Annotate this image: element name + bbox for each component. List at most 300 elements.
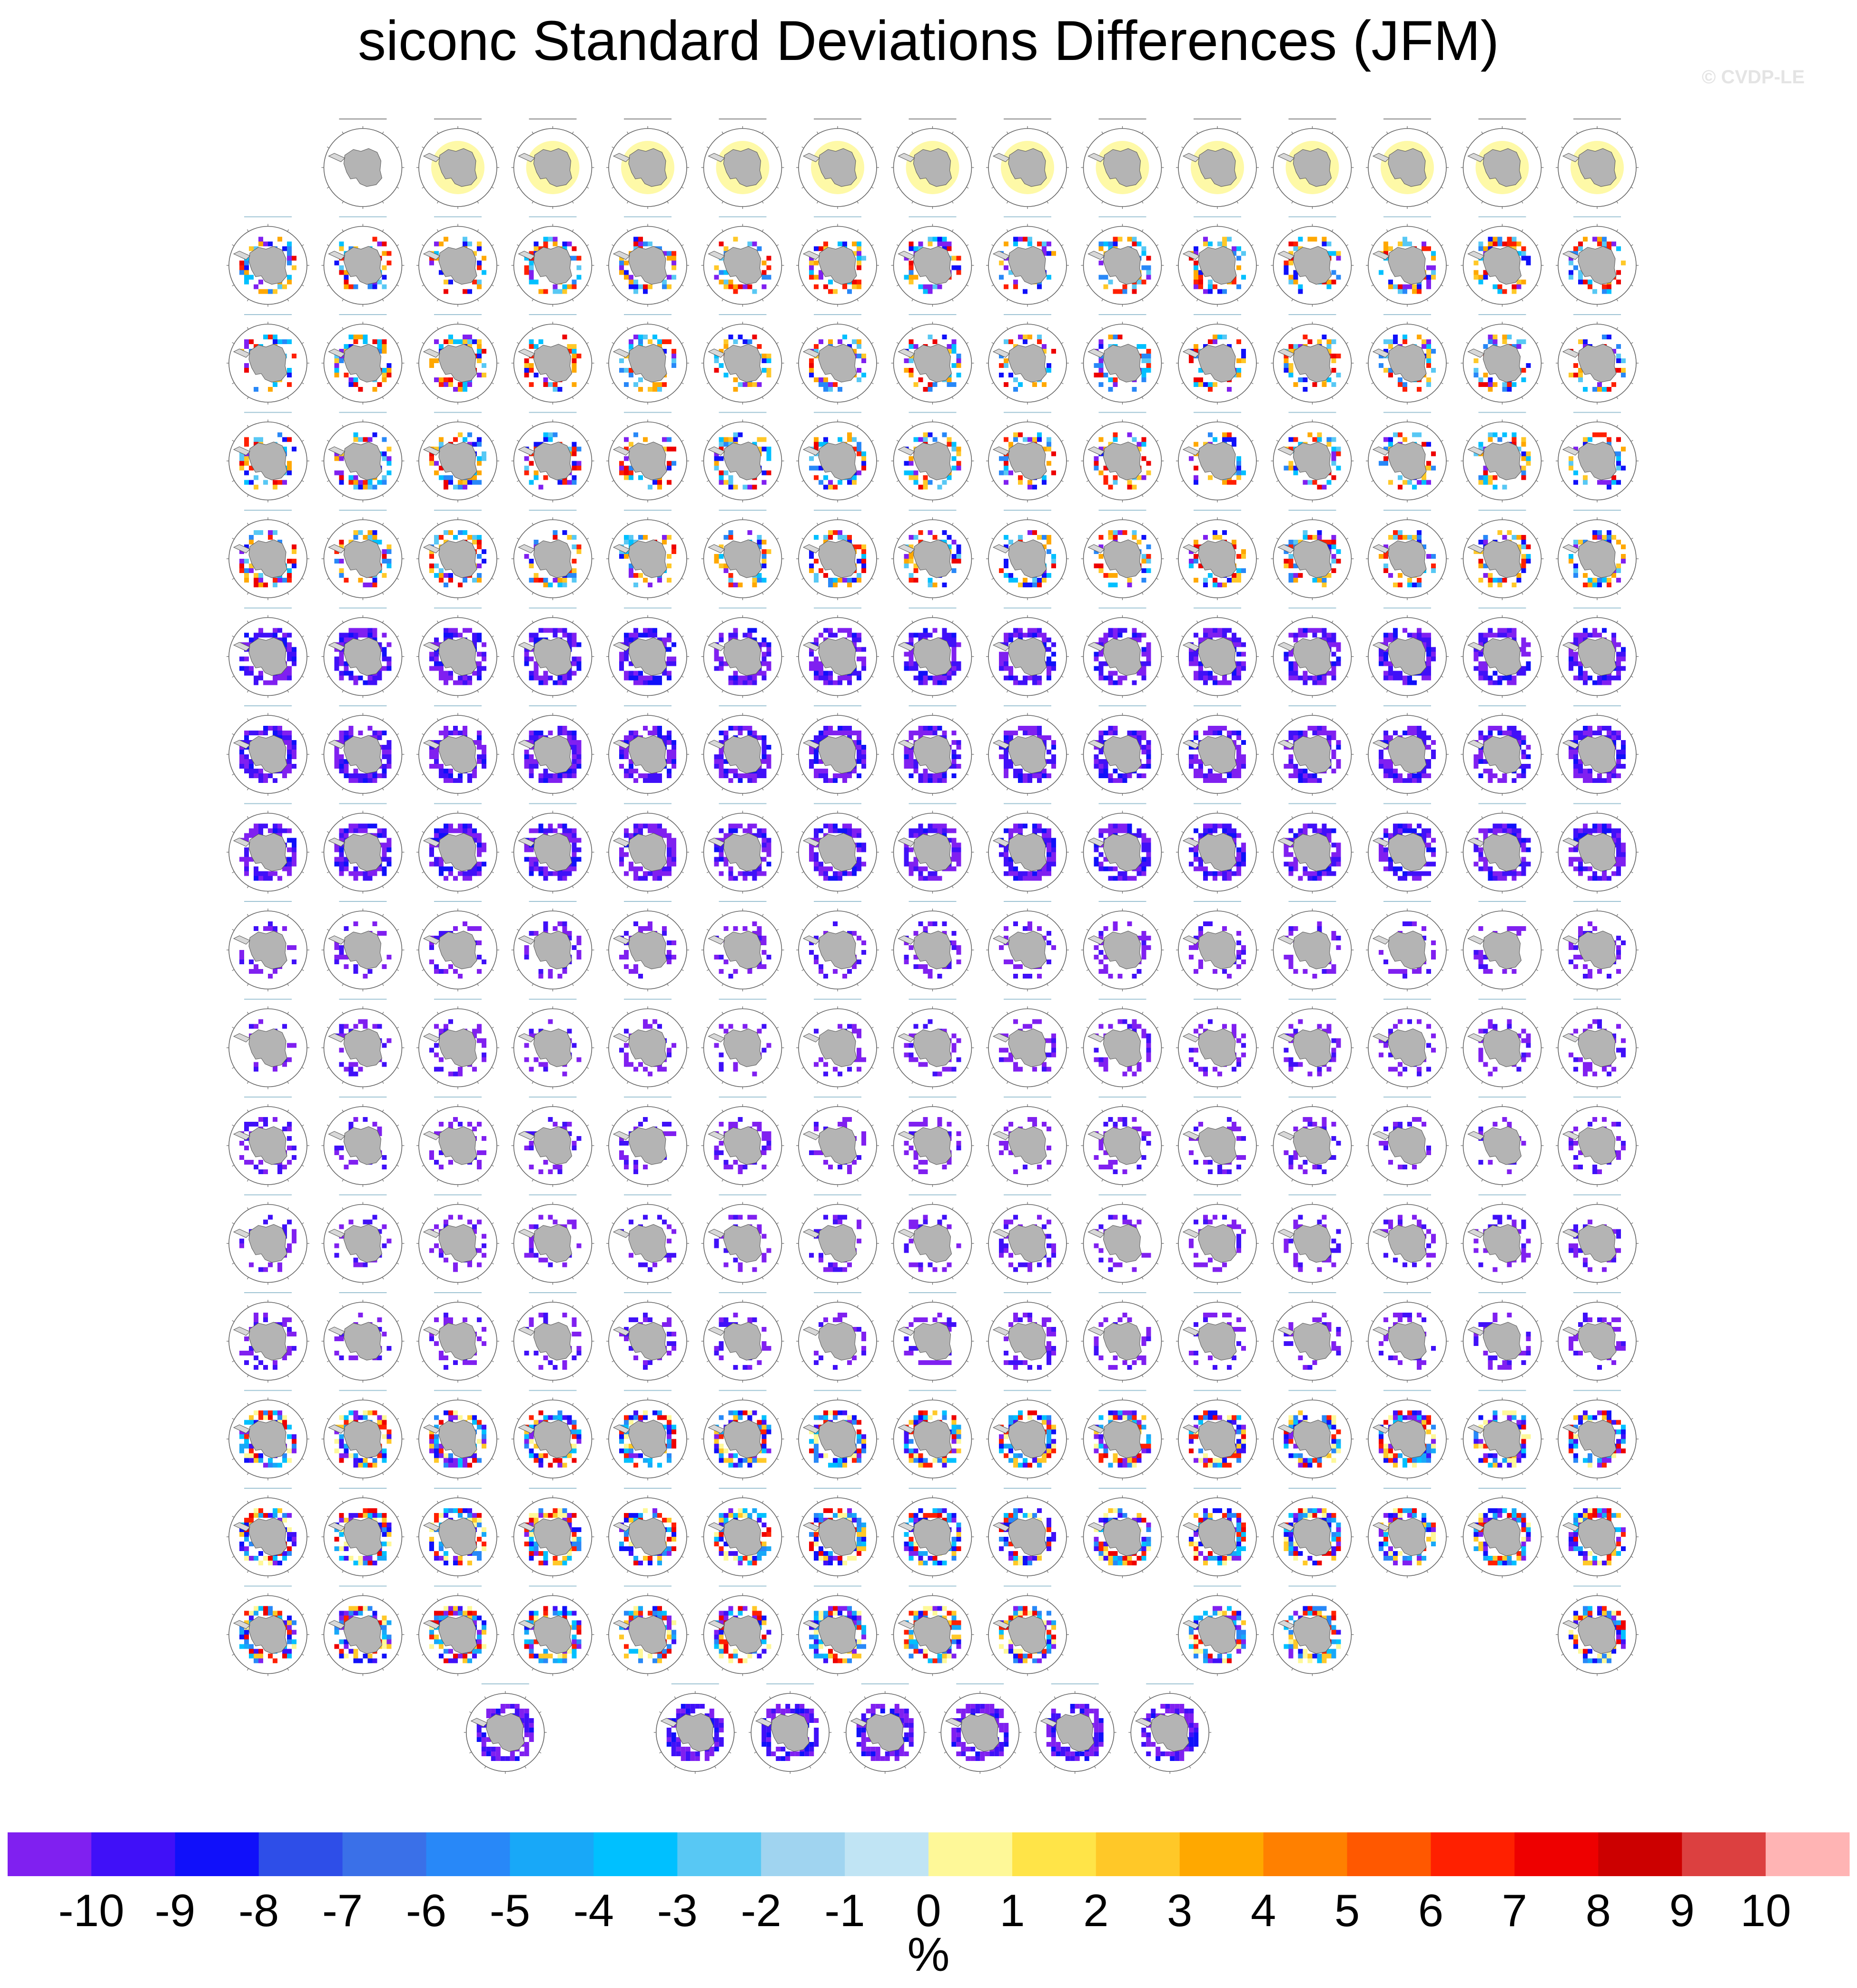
grid-cell (638, 681, 643, 685)
grid-cell (1502, 676, 1507, 681)
grid-cell (339, 657, 344, 662)
grid-cell (429, 568, 434, 573)
grid-cell (354, 475, 358, 480)
longitude-tick (777, 538, 779, 540)
grid-cell (1592, 237, 1597, 242)
grid-cell (1474, 358, 1479, 363)
grid-cell (1113, 437, 1118, 442)
grid-cell (1113, 583, 1118, 587)
longitude-tick (912, 132, 913, 134)
longitude-tick (1372, 147, 1373, 148)
longitude-tick (247, 593, 249, 594)
longitude-tick (1102, 132, 1103, 134)
longitude-tick (287, 621, 289, 623)
grid-cell (444, 773, 448, 778)
longitude-tick (722, 495, 723, 497)
longitude-tick (517, 481, 519, 482)
grid-cell (263, 242, 268, 247)
grid-cell (1227, 437, 1232, 442)
longitude-tick (1577, 425, 1578, 427)
grid-cell (387, 461, 392, 466)
grid-cell (477, 735, 482, 740)
longitude-tick (762, 201, 764, 203)
grid-cell (387, 363, 392, 368)
longitude-tick (1007, 425, 1008, 427)
grid-cell (292, 447, 296, 452)
map-panel (701, 119, 784, 209)
grid-cell (1426, 480, 1431, 485)
grid-cell (1616, 662, 1621, 666)
grid-cell (1327, 242, 1332, 247)
grid-cell (767, 647, 771, 652)
grid-cell (1217, 535, 1222, 540)
grid-cell (1479, 242, 1483, 247)
grid-cell (838, 387, 842, 392)
map-panel (1081, 315, 1164, 405)
longitude-tick (1237, 229, 1238, 231)
longitude-tick (777, 676, 779, 678)
grid-cell (1517, 344, 1521, 349)
map-panel (1271, 315, 1354, 405)
grid-cell (349, 778, 354, 783)
grid-cell (733, 339, 738, 344)
longitude-tick (1292, 201, 1293, 203)
grid-cell (1569, 275, 1573, 280)
grid-cell (1426, 377, 1431, 382)
grid-cell (1336, 662, 1341, 666)
longitude-tick (1617, 495, 1618, 497)
longitude-tick (1522, 201, 1523, 203)
grid-cell (1037, 437, 1042, 442)
grid-cell (1388, 480, 1393, 485)
grid-cell (258, 773, 263, 778)
grid-cell (957, 643, 961, 647)
longitude-tick (532, 132, 533, 134)
grid-cell (368, 676, 373, 681)
longitude-tick (492, 383, 494, 384)
longitude-tick (1482, 425, 1483, 427)
grid-cell (1616, 676, 1621, 681)
longitude-tick (1276, 636, 1278, 637)
grid-cell (1137, 633, 1142, 638)
grid-cell (923, 433, 928, 437)
longitude-tick (1197, 425, 1198, 427)
grid-cell (339, 676, 344, 681)
longitude-tick (1061, 578, 1063, 580)
grid-cell (254, 578, 258, 583)
grid-cell (482, 549, 486, 554)
grid-cell (463, 530, 467, 535)
grid-cell (819, 671, 823, 676)
longitude-tick (247, 788, 249, 790)
grid-cell (909, 280, 914, 285)
longitude-tick (573, 425, 574, 427)
grid-cell (1023, 339, 1027, 344)
longitude-tick (287, 397, 289, 399)
grid-cell (1108, 671, 1113, 676)
grid-cell (861, 657, 866, 662)
grid-cell (1208, 289, 1213, 294)
grid-cell (814, 344, 819, 349)
grid-cell (1027, 237, 1032, 242)
grid-cell (729, 573, 733, 578)
grid-cell (529, 368, 534, 373)
grid-cell (1142, 647, 1146, 652)
grid-cell (1512, 242, 1517, 247)
map-panel (1176, 510, 1259, 600)
longitude-tick (287, 327, 289, 329)
grid-cell (482, 643, 486, 647)
grid-cell (482, 652, 486, 657)
grid-cell (548, 628, 553, 633)
grid-cell (1431, 349, 1436, 354)
grid-cell (947, 535, 952, 540)
grid-cell (1412, 583, 1417, 587)
longitude-tick (1007, 201, 1008, 203)
longitude-tick (762, 523, 764, 525)
map-panel (512, 119, 594, 209)
grid-cell (909, 261, 914, 266)
grid-cell (828, 387, 833, 392)
grid-cell (857, 671, 861, 676)
grid-cell (1383, 461, 1388, 466)
grid-cell (1236, 456, 1241, 461)
grid-cell (904, 358, 909, 363)
grid-cell (1383, 568, 1388, 573)
grid-cell (733, 485, 738, 490)
grid-cell (558, 289, 563, 294)
longitude-tick (477, 788, 479, 790)
grid-cell (1208, 387, 1213, 392)
grid-cell (448, 335, 453, 339)
grid-cell (354, 628, 358, 633)
grid-cell (1241, 471, 1246, 475)
longitude-tick (1346, 440, 1348, 442)
grid-cell (263, 480, 268, 485)
grid-cell (444, 731, 448, 735)
grid-cell (1142, 633, 1146, 638)
longitude-tick (1522, 523, 1523, 525)
grid-cell (273, 530, 277, 535)
map-panel (606, 608, 689, 698)
grid-cell (652, 681, 657, 685)
grid-cell (572, 662, 577, 666)
grid-cell (287, 251, 292, 256)
grid-cell (339, 480, 344, 485)
grid-cell (1388, 573, 1393, 578)
longitude-tick (871, 285, 873, 287)
longitude-tick (1197, 593, 1198, 594)
grid-cell (1241, 549, 1246, 554)
grid-cell (434, 662, 439, 666)
grid-cell (382, 266, 387, 270)
grid-cell (1521, 247, 1526, 251)
grid-cell (382, 633, 387, 638)
longitude-tick (517, 676, 519, 678)
grid-cell (244, 480, 249, 485)
grid-cell (748, 681, 752, 685)
grid-cell (652, 633, 657, 638)
map-panel (891, 413, 974, 503)
grid-cell (667, 647, 672, 652)
grid-cell (1222, 530, 1227, 535)
longitude-tick (802, 440, 804, 442)
grid-cell (244, 754, 249, 759)
longitude-tick (682, 383, 683, 384)
grid-cell (1289, 578, 1294, 583)
grid-cell (268, 726, 273, 731)
grid-cell (363, 335, 368, 339)
grid-cell (529, 270, 534, 275)
grid-cell (629, 339, 633, 344)
grid-cell (1322, 382, 1327, 387)
grid-cell (1289, 559, 1294, 564)
grid-cell (861, 568, 866, 573)
map-panel (322, 608, 405, 698)
grid-cell (444, 237, 448, 242)
grid-cell (1521, 544, 1526, 549)
longitude-tick (707, 636, 709, 637)
grid-cell (1379, 270, 1383, 275)
longitude-tick (1346, 343, 1348, 344)
grid-cell (244, 671, 249, 676)
grid-cell (339, 764, 344, 769)
grid-cell (857, 256, 861, 261)
longitude-tick (1387, 523, 1388, 525)
grid-cell (563, 480, 567, 485)
grid-cell (1493, 485, 1498, 490)
grid-cell (529, 564, 534, 568)
grid-cell (624, 671, 629, 676)
grid-cell (1236, 266, 1241, 270)
grid-cell (914, 247, 919, 251)
grid-cell (249, 773, 254, 778)
grid-cell (282, 480, 287, 485)
grid-cell (534, 633, 539, 638)
grid-cell (553, 242, 558, 247)
grid-cell (567, 638, 572, 643)
longitude-tick (1522, 397, 1523, 399)
longitude-tick (573, 788, 574, 790)
longitude-tick (1142, 593, 1144, 594)
grid-cell (923, 628, 928, 633)
longitude-tick (587, 440, 589, 442)
grid-cell (358, 387, 363, 392)
longitude-tick (992, 285, 994, 287)
grid-cell (1213, 530, 1217, 535)
grid-cell (752, 681, 757, 685)
grid-cell (1294, 638, 1298, 643)
grid-cell (529, 754, 534, 759)
longitude-tick (1441, 481, 1443, 482)
grid-cell (1317, 676, 1322, 681)
longitude-tick (1482, 495, 1483, 497)
grid-cell (444, 530, 448, 535)
grid-cell (1303, 633, 1308, 638)
grid-cell (444, 633, 448, 638)
grid-cell (1327, 437, 1332, 442)
longitude-tick (1292, 691, 1293, 692)
grid-cell (292, 750, 296, 754)
grid-cell (434, 657, 439, 662)
grid-cell (1379, 363, 1383, 368)
grid-cell (1222, 633, 1227, 638)
longitude-tick (912, 327, 913, 329)
longitude-tick (422, 285, 424, 287)
longitude-tick (857, 229, 859, 231)
longitude-tick (492, 147, 494, 148)
grid-cell (349, 676, 354, 681)
grid-cell (672, 657, 676, 662)
longitude-tick (1276, 245, 1278, 246)
longitude-tick (1182, 147, 1184, 148)
grid-cell (1051, 643, 1056, 647)
longitude-tick (1276, 187, 1278, 188)
grid-cell (1194, 382, 1198, 387)
longitude-tick (532, 229, 533, 231)
grid-cell (861, 358, 866, 363)
grid-cell (857, 573, 861, 578)
grid-cell (1284, 266, 1289, 270)
longitude-tick (247, 327, 249, 329)
grid-cell (439, 764, 444, 769)
grid-cell (724, 373, 729, 377)
longitude-tick (1182, 538, 1184, 540)
longitude-tick (952, 132, 954, 134)
grid-cell (529, 759, 534, 764)
grid-cell (1104, 275, 1108, 280)
map-panel (416, 119, 499, 209)
grid-cell (957, 466, 961, 471)
grid-cell (748, 676, 752, 681)
grid-cell (857, 368, 861, 373)
grid-cell (823, 681, 828, 685)
grid-cell (239, 568, 244, 573)
longitude-tick (342, 132, 344, 134)
grid-cell (752, 485, 757, 490)
grid-cell (534, 247, 539, 251)
grid-cell (1222, 681, 1227, 685)
grid-cell (767, 452, 771, 456)
grid-cell (1521, 554, 1526, 559)
grid-cell (1051, 564, 1056, 568)
grid-cell (1426, 285, 1431, 289)
grid-cell (273, 676, 277, 681)
grid-cell (477, 354, 482, 358)
longitude-tick (912, 593, 913, 594)
grid-cell (643, 289, 648, 294)
grid-cell (377, 731, 382, 735)
grid-cell (577, 447, 582, 452)
grid-cell (1284, 652, 1289, 657)
grid-cell (1308, 480, 1313, 485)
grid-cell (1047, 662, 1051, 666)
grid-cell (1597, 237, 1602, 242)
longitude-tick (722, 523, 723, 525)
grid-cell (909, 554, 914, 559)
grid-cell (667, 578, 672, 583)
grid-cell (1094, 461, 1099, 466)
longitude-tick (342, 523, 344, 525)
grid-cell (477, 578, 482, 583)
grid-cell (1483, 666, 1488, 671)
grid-cell (1032, 485, 1037, 490)
grid-cell (1013, 633, 1018, 638)
longitude-tick (1577, 132, 1578, 134)
grid-cell (1232, 633, 1236, 638)
grid-cell (1426, 461, 1431, 466)
grid-cell (648, 339, 652, 344)
grid-cell (439, 671, 444, 676)
grid-cell (1208, 280, 1213, 285)
grid-cell (429, 657, 434, 662)
longitude-tick (1631, 245, 1633, 246)
grid-cell (1332, 643, 1336, 647)
grid-cell (1227, 480, 1232, 485)
grid-cell (258, 583, 263, 587)
grid-cell (624, 540, 629, 544)
longitude-tick (967, 147, 968, 148)
grid-cell (762, 671, 767, 676)
longitude-tick (302, 285, 304, 287)
grid-cell (1208, 242, 1213, 247)
grid-cell (524, 471, 529, 475)
grid-cell (1488, 573, 1493, 578)
grid-cell (1569, 554, 1573, 559)
grid-cell (368, 480, 373, 485)
grid-cell (377, 773, 382, 778)
longitude-tick (573, 523, 574, 525)
grid-cell (1521, 475, 1526, 480)
grid-cell (1194, 275, 1198, 280)
longitude-tick (1482, 523, 1483, 525)
grid-cell (287, 740, 292, 745)
grid-cell (1502, 578, 1507, 583)
grid-cell (767, 456, 771, 461)
grid-cell (1008, 666, 1013, 671)
grid-cell (282, 731, 287, 735)
grid-cell (1578, 373, 1583, 377)
grid-cell (657, 676, 662, 681)
grid-cell (1578, 280, 1583, 285)
longitude-tick (802, 245, 804, 246)
map-panel (891, 119, 974, 209)
grid-cell (1146, 275, 1151, 280)
grid-cell (1113, 671, 1118, 676)
longitude-tick (1007, 132, 1008, 134)
longitude-tick (287, 523, 289, 525)
grid-cell (819, 339, 823, 344)
grid-cell (672, 358, 676, 363)
grid-cell (1517, 285, 1521, 289)
grid-cell (548, 437, 553, 442)
longitude-tick (722, 397, 723, 399)
grid-cell (577, 750, 582, 754)
grid-cell (1332, 544, 1336, 549)
grid-cell (1094, 373, 1099, 377)
grid-cell (363, 339, 368, 344)
grid-cell (1113, 681, 1118, 685)
grid-cell (999, 652, 1004, 657)
grid-cell (933, 628, 938, 633)
grid-cell (263, 289, 268, 294)
grid-cell (1047, 242, 1051, 247)
grid-cell (529, 657, 534, 662)
grid-cell (1474, 373, 1479, 377)
longitude-tick (1292, 132, 1293, 134)
grid-cell (1507, 237, 1512, 242)
grid-cell (633, 671, 638, 676)
